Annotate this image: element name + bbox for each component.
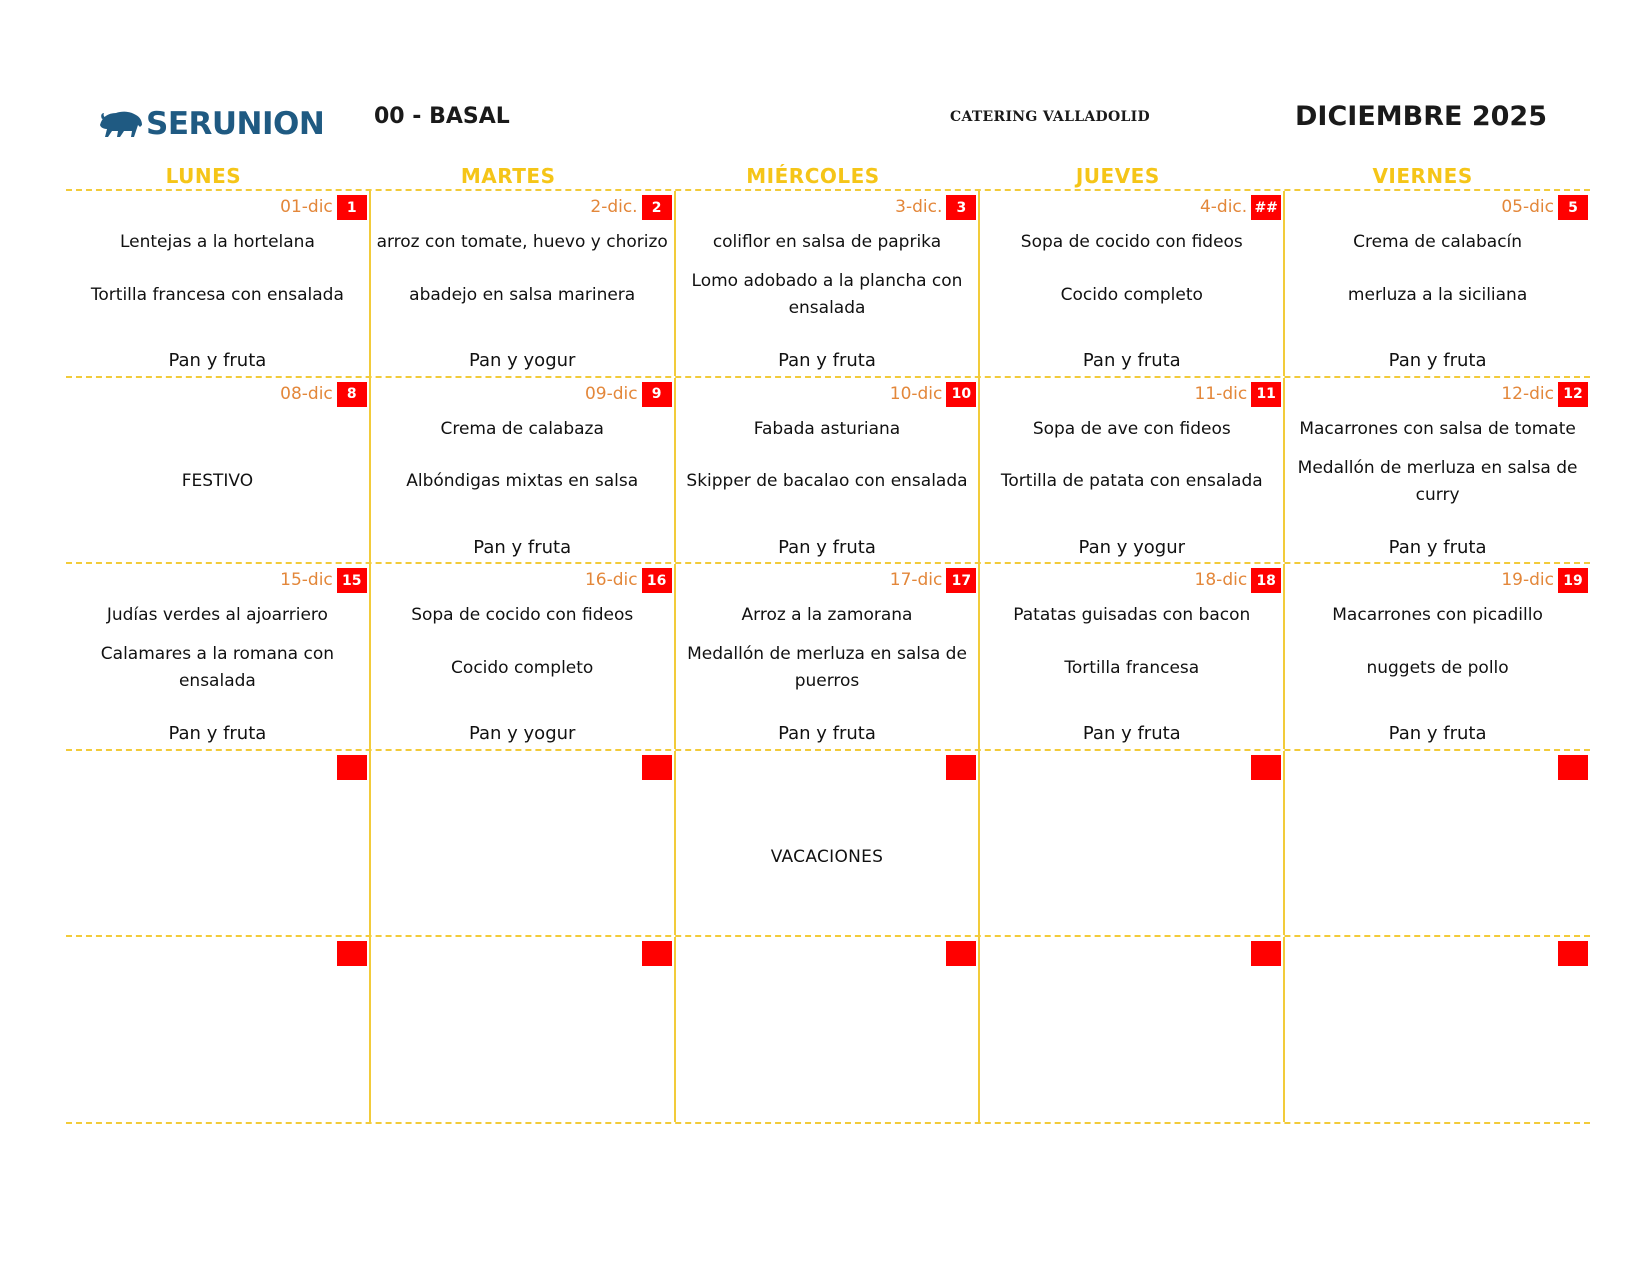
second-course: Medallón de merluza en salsa de puerros [687, 644, 967, 691]
date-label: 11-dic [1194, 383, 1248, 404]
day-number-badge: 15 [337, 568, 367, 593]
day-number-badge [946, 941, 976, 966]
day-cell [980, 937, 1285, 1122]
week-row [66, 376, 1590, 563]
second-course: abadejo en salsa marinera [409, 284, 636, 305]
date-label: 09-dic [584, 383, 638, 404]
month-title: DICIEMBRE 2025 [1295, 101, 1547, 132]
weekday-header-row [66, 164, 1590, 190]
date-label: 3-dic. [895, 197, 943, 217]
weekday-thursday: JUEVES [1075, 164, 1160, 188]
dessert: Pan y yogur [468, 350, 576, 371]
week-row [66, 935, 1590, 1124]
second-course: nuggets de pollo [1366, 657, 1509, 678]
second-course: Albóndigas mixtas en salsa [406, 471, 639, 491]
dessert: Pan y fruta [1082, 350, 1181, 371]
holiday-note: FESTIVO [181, 471, 254, 491]
date-label: 12-dic [1501, 383, 1554, 404]
day-number-badge: 12 [1558, 382, 1588, 407]
first-course: Sopa de cocido con fideos [1020, 232, 1243, 252]
day-cell [66, 937, 371, 1122]
second-course: Skipper de bacalao con ensalada [686, 471, 968, 491]
day-cell [371, 937, 676, 1122]
day-cell [66, 191, 371, 376]
day-number-badge: 3 [946, 195, 976, 220]
first-course: Macarrones con salsa de tomate [1299, 418, 1576, 439]
week-row [66, 749, 1590, 936]
day-number-badge: 16 [642, 568, 672, 593]
bison-icon [98, 107, 144, 141]
second-course: Tortilla de patata con ensalada [1000, 471, 1263, 491]
day-cell [371, 378, 676, 563]
first-course: Sopa de cocido con fideos [411, 605, 634, 625]
day-number-badge: 1 [337, 195, 367, 220]
day-cell [980, 564, 1285, 749]
dessert: Pan y yogur [1078, 536, 1186, 558]
dessert: Pan y fruta [778, 350, 876, 371]
dessert: Pan y fruta [168, 723, 267, 744]
first-course: Crema de calabacín [1353, 232, 1523, 252]
date-label: 2-dic. [590, 197, 638, 217]
week-row [66, 189, 1590, 376]
first-course: Lentejas a la hortelana [119, 232, 315, 252]
first-course: Crema de calabaza [440, 418, 604, 439]
date-label: 08-dic [280, 383, 333, 404]
day-number-badge [337, 755, 367, 780]
logo-text: SERUNION [146, 106, 325, 142]
day-cell [1285, 751, 1590, 936]
second-course: Lomo adobado a la plancha con ensalada [691, 271, 963, 318]
day-number-badge [1558, 755, 1588, 780]
day-cell [980, 751, 1285, 936]
date-label: 19-dic [1501, 570, 1554, 590]
day-number-badge [946, 755, 976, 780]
catering-label: CATERING VALLADOLID [950, 109, 1150, 125]
first-course: Sopa de ave con fideos [1032, 418, 1231, 439]
day-number-badge: 5 [1558, 195, 1588, 220]
day-cell [371, 564, 676, 749]
date-label: 17-dic [889, 570, 943, 590]
day-cell [676, 191, 981, 376]
day-number-badge [1558, 941, 1588, 966]
second-course: Cocido completo [451, 657, 594, 678]
day-cell [66, 751, 371, 936]
first-course: arroz con tomate, huevo y chorizo [376, 232, 668, 252]
day-cell [1285, 378, 1590, 563]
second-course: Cocido completo [1060, 284, 1203, 305]
date-label: 16-dic [584, 570, 638, 590]
menu-calendar-grid [66, 189, 1590, 1124]
second-course: Calamares a la romana con ensalada [100, 644, 334, 691]
day-number-badge: 10 [946, 382, 976, 407]
weekday-monday: LUNES [165, 164, 242, 188]
first-course: Macarrones con picadillo [1332, 605, 1543, 625]
dessert: Pan y fruta [1388, 536, 1487, 558]
dessert: Pan y fruta [1388, 723, 1487, 744]
dessert: Pan y fruta [473, 536, 572, 558]
serunion-logo [98, 104, 328, 144]
first-course: Judías verdes al ajoarriero [106, 605, 328, 625]
day-cell [676, 751, 981, 936]
first-course: Arroz a la zamorana [741, 605, 913, 625]
day-cell [371, 191, 676, 376]
day-number-badge [1251, 755, 1281, 780]
menu-name: 00 - BASAL [374, 104, 510, 129]
day-number-badge: 2 [642, 195, 672, 220]
dessert: Pan y fruta [778, 536, 876, 558]
day-cell [676, 564, 981, 749]
date-label: 05-dic [1501, 197, 1554, 217]
day-cell [980, 191, 1285, 376]
dessert: Pan y fruta [1388, 350, 1487, 371]
date-label: 01-dic [280, 197, 333, 217]
day-number-badge: 18 [1251, 568, 1281, 593]
day-number-badge [642, 755, 672, 780]
day-number-badge: 8 [337, 382, 367, 407]
dessert: Pan y fruta [168, 350, 267, 371]
day-cell [1285, 564, 1590, 749]
date-label: 4-dic. [1199, 197, 1248, 217]
weekday-wednesday: MIÉRCOLES [746, 164, 880, 188]
date-label: 18-dic [1194, 570, 1248, 590]
day-number-badge: 17 [946, 568, 976, 593]
day-number-badge: 19 [1558, 568, 1588, 593]
second-course: Tortilla francesa con ensalada [90, 284, 344, 305]
day-cell [1285, 191, 1590, 376]
second-course: merluza a la siciliana [1347, 284, 1528, 305]
first-course: coliflor en salsa de paprika [712, 232, 942, 252]
day-number-badge [337, 941, 367, 966]
day-cell [371, 751, 676, 936]
day-number-badge: ## [1251, 195, 1281, 220]
first-course: Fabada asturiana [753, 418, 901, 439]
day-cell [676, 378, 981, 563]
day-number-badge: 9 [642, 382, 672, 407]
week-row [66, 562, 1590, 749]
dessert: Pan y fruta [1082, 723, 1181, 744]
weekday-tuesday: MARTES [460, 164, 556, 188]
first-course: Patatas guisadas con bacon [1013, 605, 1251, 625]
dessert: Pan y yogur [468, 723, 576, 744]
day-cell [1285, 937, 1590, 1122]
date-label: 15-dic [280, 570, 333, 590]
second-course: Medallón de merluza en salsa de curry [1297, 457, 1578, 505]
day-cell [66, 564, 371, 749]
day-cell [980, 378, 1285, 563]
dessert: Pan y fruta [778, 723, 876, 744]
day-number-badge [1251, 941, 1281, 966]
date-label: 10-dic [889, 383, 943, 404]
weekday-friday: VIERNES [1372, 164, 1473, 188]
day-cell [66, 378, 371, 563]
day-cell [676, 937, 981, 1122]
second-course: Tortilla francesa [1064, 657, 1200, 678]
vacation-note: VACACIONES [770, 846, 884, 867]
day-number-badge [642, 941, 672, 966]
day-number-badge: 11 [1251, 382, 1281, 407]
